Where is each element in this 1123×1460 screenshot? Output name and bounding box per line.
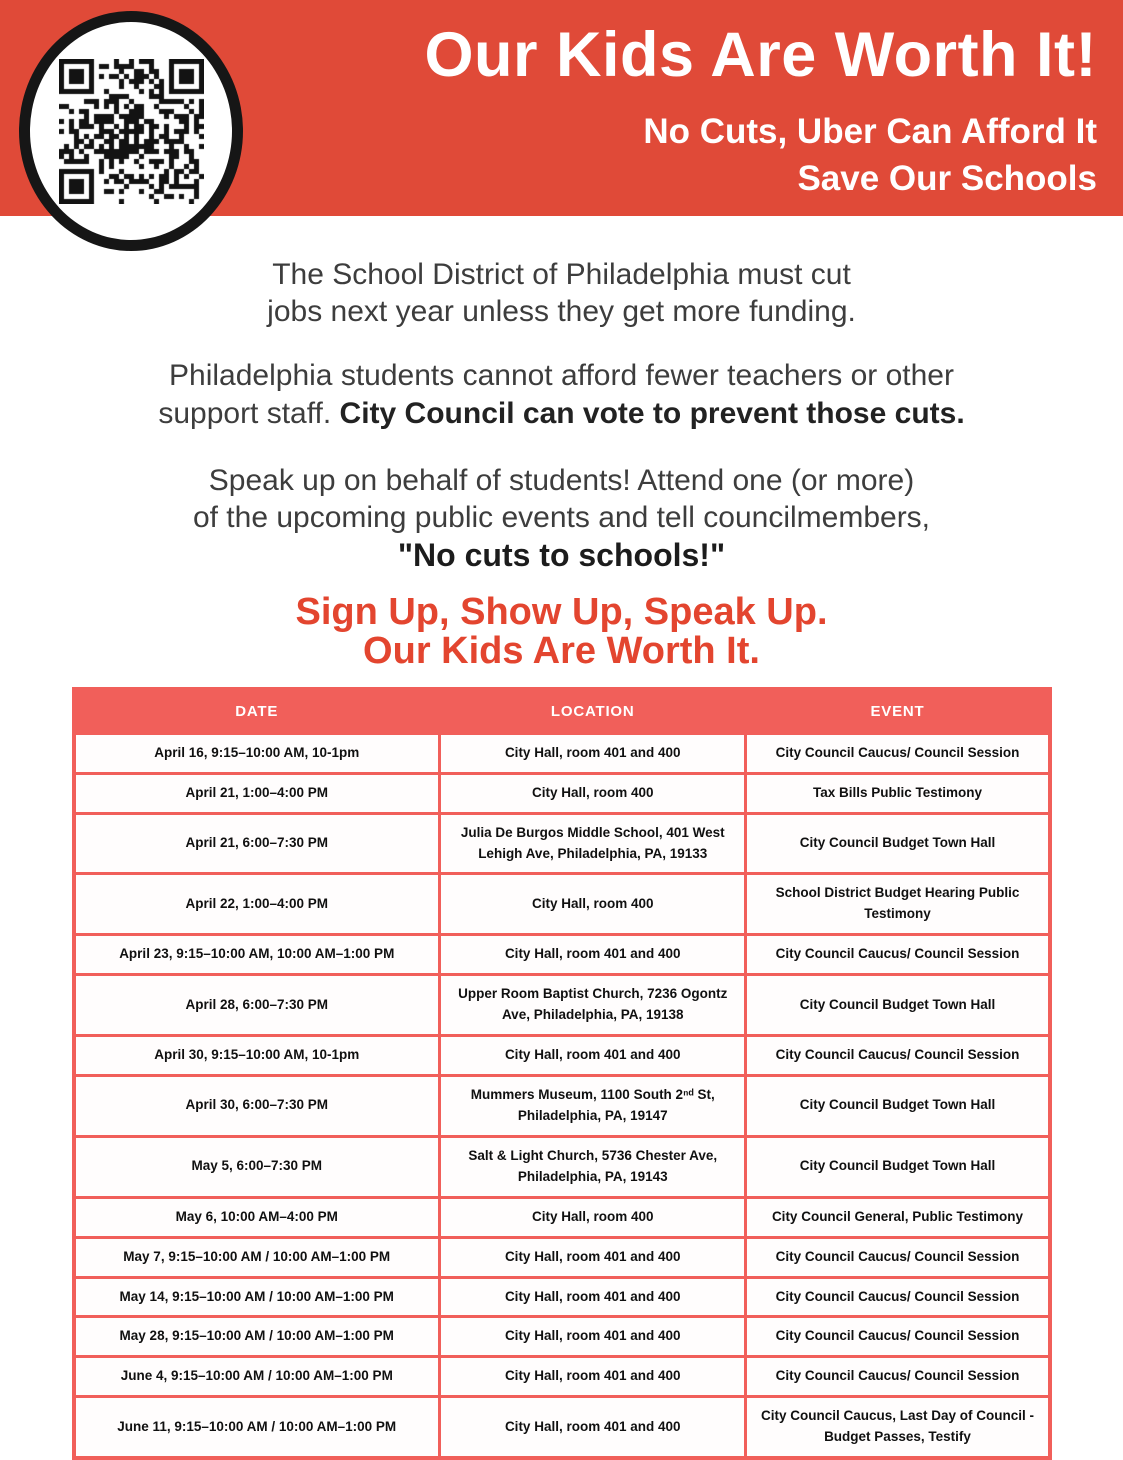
table-row [74,1136,1050,1197]
cell-event: City Council Caucus, Last Day of Council - Budget Passes, Testify [746,1397,1050,1458]
cell-date: May 6, 10:00 AM–4:00 PM [74,1197,440,1237]
cell-date: June 4, 9:15–10:00 AM / 10:00 AM–1:00 PM [74,1357,440,1397]
cell-date: May 14, 9:15–10:00 AM / 10:00 AM–1:00 PM [74,1277,440,1317]
cell-date: April 21, 6:00–7:30 PM [74,813,440,874]
cell-location: City Hall, room 401 and 400 [440,1237,746,1277]
banner-subtitle-line2: Save Our Schools [797,158,1097,198]
banner-text [424,20,1098,203]
intro-paragraph-2 [0,330,1123,431]
cell-event: School District Budget Hearing Public Testimony [746,874,1050,935]
cta-line1: Sign Up, Show Up, Speak Up. [295,590,828,633]
cell-date: April 30, 9:15–10:00 AM, 10-1pm [74,1036,440,1076]
table-row [74,1076,1050,1137]
intro-p2-line2-normal: support staff. [158,396,340,430]
table-row [74,975,1050,1036]
cell-location: City Hall, room 400 [440,874,746,935]
table-row [74,874,1050,935]
intro-p2-line1: Philadelphia students cannot afford fewer teachers or other [169,359,954,393]
cell-location: City Hall, room 401 and 400 [440,1317,746,1357]
cell-event: City Council General, Public Testimony [746,1197,1050,1237]
table-row [74,935,1050,975]
cell-event: Tax Bills Public Testimony [746,773,1050,813]
cell-event: City Council Caucus/ Council Session [746,935,1050,975]
cell-event: City Council Caucus/ Council Session [746,1317,1050,1357]
cell-location: City Hall, room 401 and 400 [440,1397,746,1458]
cell-date: June 11, 9:15–10:00 AM / 10:00 AM–1:00 PM [74,1397,440,1458]
cell-location: City Hall, room 400 [440,1197,746,1237]
qr-code-badge [19,11,243,251]
cell-location: Salt & Light Church, 5736 Chester Ave, Philadelphia, PA, 19143 [440,1136,746,1197]
intro-p2-line2-bold: City Council can vote to prevent those cuts. [339,396,965,430]
cell-location: Upper Room Baptist Church, 7236 Ogontz Ave, Philadelphia, PA, 19138 [440,975,746,1036]
cell-event: City Council Budget Town Hall [746,1136,1050,1197]
intro-p3-line2: of the upcoming public events and tell councilmembers, [192,500,931,534]
cell-date: May 7, 9:15–10:00 AM / 10:00 AM–1:00 PM [74,1237,440,1277]
cell-location: City Hall, room 401 and 400 [440,935,746,975]
intro-p1-line1: The School District of Philadelphia must cut [272,258,851,291]
table-row [74,813,1050,874]
cta-line2: Our Kids Are Worth It. [363,629,760,672]
intro-p3-slogan: "No cuts to schools!" [397,537,726,574]
cell-location: City Hall, room 401 and 400 [440,733,746,773]
events-table [72,687,1052,1460]
qr-code [59,59,204,204]
call-to-action [0,590,1123,672]
table-row [74,1237,1050,1277]
cell-location: City Hall, room 401 and 400 [440,1357,746,1397]
cell-date: May 28, 9:15–10:00 AM / 10:00 AM–1:00 PM [74,1317,440,1357]
cell-event: City Council Budget Town Hall [746,813,1050,874]
cell-date: April 28, 6:00–7:30 PM [74,975,440,1036]
flyer-title: Our Kids Are Worth It! [424,20,1097,90]
intro-paragraph-3 [0,432,1123,576]
cell-date: April 22, 1:00–4:00 PM [74,874,440,935]
table-row [74,1036,1050,1076]
cell-event: City Council Caucus/ Council Session [746,1277,1050,1317]
cell-event: City Council Caucus/ Council Session [746,1357,1050,1397]
intro-p1-line2: jobs next year unless they get more funding. [267,295,856,329]
column-header-location: LOCATION [440,689,746,734]
column-header-date: DATE [74,689,440,734]
cell-event: City Council Caucus/ Council Session [746,1036,1050,1076]
banner [0,0,1123,216]
cell-date: April 21, 1:00–4:00 PM [74,773,440,813]
cell-location: City Hall, room 401 and 400 [440,1036,746,1076]
table-row [74,1197,1050,1237]
cell-date: May 5, 6:00–7:30 PM [74,1136,440,1197]
cell-event: City Council Caucus/ Council Session [746,1237,1050,1277]
cell-event: City Council Caucus/ Council Session [746,733,1050,773]
cell-location: Mummers Museum, 1100 South 2ⁿᵈ St, Philadelphia, PA, 19147 [440,1076,746,1137]
table-row [74,1357,1050,1397]
table-row [74,1397,1050,1458]
cell-date: April 23, 9:15–10:00 AM, 10:00 AM–1:00 PM [74,935,440,975]
cell-location: City Hall, room 400 [440,773,746,813]
cell-location: Julia De Burgos Middle School, 401 West Lehigh Ave, Philadelphia, PA, 19133 [440,813,746,874]
table-row [74,1277,1050,1317]
table-row [74,1317,1050,1357]
banner-subtitle-line1: No Cuts, Uber Can Afford It [643,112,1097,151]
cell-date: April 16, 9:15–10:00 AM, 10-1pm [74,733,440,773]
intro-section [0,216,1123,576]
intro-p3-line1: Speak up on behalf of students! Attend one (or more) [208,463,915,497]
cell-event: City Council Budget Town Hall [746,1076,1050,1137]
cell-location: City Hall, room 401 and 400 [440,1277,746,1317]
table-row [74,773,1050,813]
column-header-event: EVENT [746,689,1050,734]
cell-date: April 30, 6:00–7:30 PM [74,1076,440,1137]
cell-event: City Council Budget Town Hall [746,975,1050,1036]
table-row [74,733,1050,773]
table-header-row [74,689,1050,734]
